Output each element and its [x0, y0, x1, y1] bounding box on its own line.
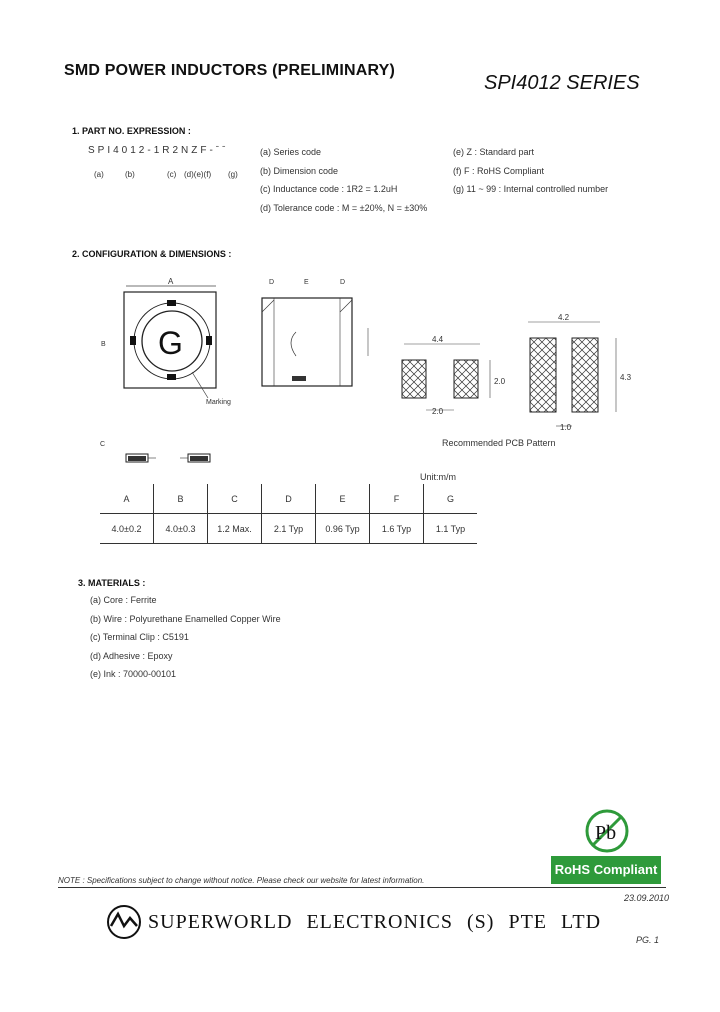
dim-label-a: A	[168, 277, 174, 286]
table-cell: 1.1 Typ	[424, 514, 478, 544]
side-dim-e: E	[304, 279, 309, 286]
code-series: (a) Series code	[260, 147, 322, 157]
code-dimension: (b) Dimension code	[260, 166, 339, 176]
company-logo-icon	[106, 904, 142, 940]
footer-divider	[58, 887, 666, 888]
pcb-dim-1-0: 1.0	[560, 423, 572, 432]
page-number: PG. 1	[636, 935, 660, 945]
pcb-dim-4-4: 4.4	[432, 335, 444, 344]
code-rohs: (f) F : RoHS Compliant	[453, 166, 545, 176]
part-label-g: (g)	[228, 170, 238, 179]
table-cell: 2.1 Typ	[262, 514, 316, 544]
part-label-def: (d)(e)(f)	[184, 170, 212, 179]
side-dim-d1: D	[269, 279, 275, 286]
side-dim-d2: D	[340, 279, 346, 286]
dim-label-b: B	[101, 341, 106, 348]
pcb-pattern-drawing	[394, 306, 644, 438]
table-header: A	[100, 484, 154, 514]
table-cell: 0.96 Typ	[316, 514, 370, 544]
table-header: F	[370, 484, 424, 514]
material-ink: (e) Ink : 70000-00101	[90, 669, 177, 679]
table-header: D	[262, 484, 316, 514]
part-label-c: (c)	[167, 170, 177, 179]
section-2-heading: 2. CONFIGURATION & DIMENSIONS :	[72, 249, 232, 259]
code-inductance: (c) Inductance code : 1R2 = 1.2uH	[260, 184, 398, 194]
dimension-value-row	[100, 514, 477, 544]
part-number: SPI4012-1R2NZF-ˉˉ	[88, 145, 229, 156]
table-cell: 4.0±0.3	[154, 514, 208, 544]
section-1-heading: 1. PART NO. EXPRESSION :	[72, 126, 191, 136]
footer-note: NOTE : Specifications subject to change without notice. Please check our website for latest information.	[58, 876, 425, 885]
code-internal: (g) 11 ~ 99 : Internal controlled number	[453, 184, 609, 194]
front-view-drawing	[96, 426, 226, 466]
pcb-dim-4-2: 4.2	[558, 313, 570, 322]
pb-symbol: Pb	[595, 822, 617, 844]
pcb-caption: Recommended PCB Pattern	[442, 438, 556, 448]
table-cell: 4.0±0.2	[100, 514, 154, 544]
section-3-heading: 3. MATERIALS :	[78, 578, 146, 588]
part-label-a: (a)	[94, 170, 104, 179]
pb-free-icon	[584, 808, 630, 854]
side-view-drawing	[256, 272, 376, 392]
dimension-table	[100, 484, 477, 544]
code-tolerance: (d) Tolerance code : M = ±20%, N = ±30%	[260, 203, 428, 213]
table-cell: 1.6 Typ	[370, 514, 424, 544]
pcb-dim-4-3: 4.3	[620, 373, 632, 382]
series-name: SPI4012 SERIES	[484, 72, 640, 94]
document-date: 23.09.2010	[624, 893, 670, 903]
table-header: C	[208, 484, 262, 514]
document-title: SMD POWER INDUCTORS (PRELIMINARY)	[64, 62, 396, 79]
pcb-dim-2-0-vertical: 2.0	[494, 377, 506, 386]
table-header: B	[154, 484, 208, 514]
unit-label: Unit:m/m	[420, 472, 456, 482]
marking-letter: G	[158, 325, 183, 361]
pcb-dim-2-0-horizontal: 2.0	[432, 407, 444, 416]
company-name: SUPERWORLD ELECTRONICS (S) PTE LTD	[148, 911, 602, 933]
material-adhesive: (d) Adhesive : Epoxy	[90, 651, 173, 661]
top-view-drawing	[96, 272, 246, 412]
rohs-compliant-badge: RoHS Compliant	[551, 856, 661, 884]
material-terminal: (c) Terminal Clip : C5191	[90, 632, 189, 642]
table-cell: 1.2 Max.	[208, 514, 262, 544]
table-header: G	[424, 484, 478, 514]
material-core: (a) Core : Ferrite	[90, 595, 157, 605]
dimension-header-row	[100, 484, 477, 514]
code-standard: (e) Z : Standard part	[453, 147, 535, 157]
material-wire: (b) Wire : Polyurethane Enamelled Copper Wire	[90, 614, 281, 624]
marking-label: Marking	[206, 399, 231, 406]
dim-label-c: C	[100, 441, 106, 448]
part-label-b: (b)	[125, 170, 135, 179]
table-header: E	[316, 484, 370, 514]
